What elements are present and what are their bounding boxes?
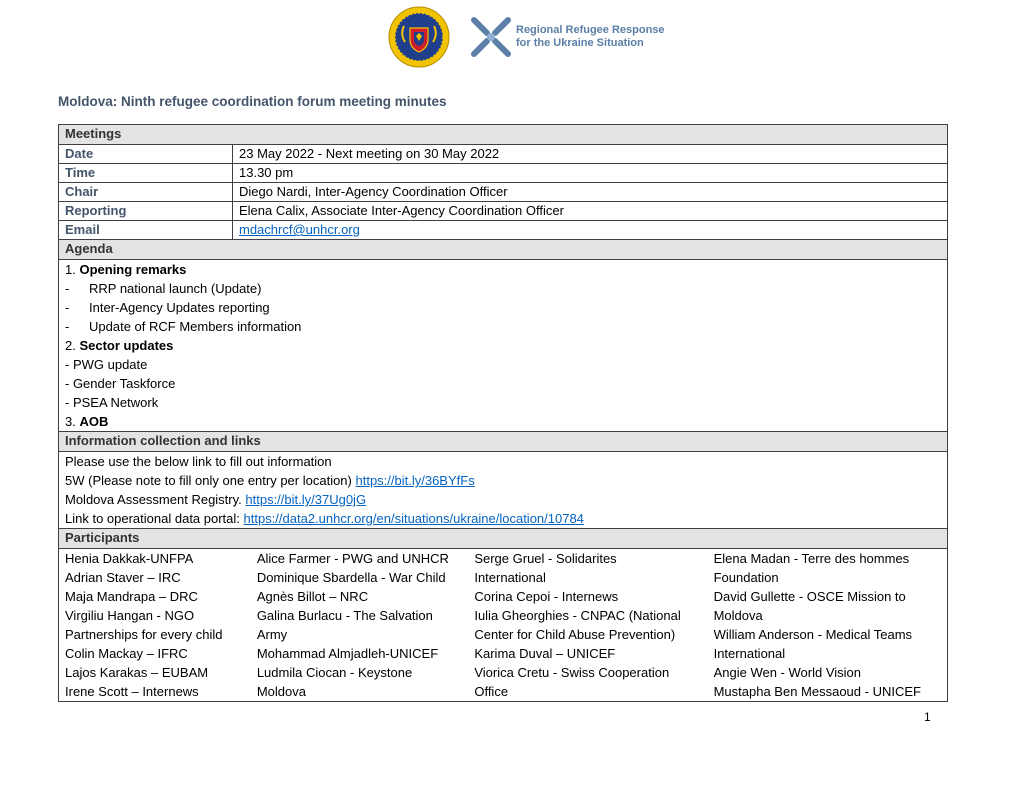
participants-cell — [59, 549, 948, 702]
meeting-row-chair — [59, 183, 948, 202]
meeting-value: 23 May 2022 - Next meeting on 30 May 2022 — [233, 145, 948, 164]
participant-line: Moldova — [713, 608, 763, 623]
5w-link[interactable]: https://bit.ly/36BYfFs — [355, 473, 475, 488]
rrr-logo-text — [516, 24, 665, 50]
meetings-header-row — [59, 125, 948, 145]
meeting-label: Date — [59, 145, 233, 164]
agenda-row — [59, 260, 948, 432]
participants-column-2 — [257, 549, 475, 701]
rrr-logo — [470, 16, 665, 58]
info-line — [65, 509, 941, 528]
meeting-value: Elena Calix, Associate Inter-Agency Coordination Officer — [233, 202, 948, 221]
meeting-label: Reporting — [59, 202, 233, 221]
agenda-item-number: 2. — [65, 338, 76, 353]
meeting-row-date — [59, 145, 948, 164]
meeting-row-reporting — [59, 202, 948, 221]
agenda-subitem — [65, 298, 941, 317]
info-line — [65, 471, 941, 490]
agenda-item-2 — [65, 336, 941, 355]
rrr-logo-icon — [470, 16, 512, 58]
meetings-header: Meetings — [59, 125, 948, 145]
header-logos — [388, 6, 665, 68]
participant-line: International — [713, 646, 786, 661]
participant-line: Maja Mandrapa – DRC — [65, 589, 198, 604]
participants-list — [65, 549, 941, 701]
agenda-subitem — [65, 317, 941, 336]
participant-line: International — [474, 570, 546, 585]
document-title: Moldova: Ninth refugee coordination forum meeting minutes — [58, 94, 447, 109]
participant-line: Foundation — [713, 570, 779, 585]
participant-line: Partnerships for every child — [65, 627, 223, 642]
info-header: Information collection and links — [59, 432, 948, 452]
rrr-logo-line1: Regional Refugee Response — [516, 24, 665, 36]
meeting-value — [233, 221, 948, 240]
participant-line: Colin Mackay – IFRC — [65, 646, 188, 661]
agenda-subitem-text: - PSEA Network — [65, 395, 159, 410]
agenda-dash: - — [65, 319, 70, 334]
assessment-registry-link[interactable]: https://bit.ly/37Ug0jG — [245, 492, 367, 507]
participant-line: William Anderson - Medical Teams — [713, 627, 913, 642]
participant-line: Office — [474, 684, 509, 699]
agenda-dash: - — [65, 300, 70, 315]
participant-line: Viorica Cretu - Swiss Cooperation — [474, 665, 670, 680]
page-number: 1 — [924, 710, 931, 724]
meeting-value: 13.30 pm — [233, 164, 948, 183]
participants-column-4 — [714, 549, 941, 701]
participant-line: Agnès Billot – NRC — [256, 589, 369, 604]
moldova-coat-of-arms-icon — [388, 6, 450, 68]
agenda-item-3 — [65, 412, 941, 431]
agenda-subitem-text: - Gender Taskforce — [65, 376, 176, 391]
info-line: Please use the below link to fill out information — [65, 454, 332, 469]
info-line — [65, 490, 941, 509]
participants-header-row — [59, 529, 948, 549]
participant-line: Serge Gruel - Solidarites — [474, 551, 617, 566]
info-content — [59, 452, 948, 529]
agenda-item-title: Opening remarks — [79, 262, 187, 277]
participant-line: Karima Duval – UNICEF — [474, 646, 616, 661]
participants-column-1 — [65, 549, 257, 701]
meeting-label: Email — [59, 221, 233, 240]
agenda-header: Agenda — [59, 240, 948, 260]
agenda-subitem-text: Inter-Agency Updates reporting — [89, 300, 270, 315]
email-link[interactable]: mdachrcf@unhcr.org — [239, 222, 360, 237]
participant-line: Dominique Sbardella - War Child — [256, 570, 446, 585]
agenda-item-title: AOB — [79, 414, 109, 429]
participants-column-3 — [474, 549, 713, 701]
participant-line: Lajos Karakas – EUBAM — [65, 665, 209, 680]
participant-line: Mohammad Almjadleh-UNICEF — [256, 646, 439, 661]
minutes-table — [58, 124, 948, 702]
participants-row — [59, 549, 948, 702]
participants-header: Participants — [59, 529, 948, 549]
meeting-label: Time — [59, 164, 233, 183]
agenda-item-title: Sector updates — [79, 338, 174, 353]
rrr-logo-line2: for the Ukraine Situation — [516, 37, 644, 49]
participant-line: Ludmila Ciocan - Keystone — [256, 665, 413, 680]
participant-line: Army — [256, 627, 288, 642]
info-header-row — [59, 432, 948, 452]
agenda-item-number: 3. — [65, 414, 76, 429]
agenda-item-number: 1. — [65, 262, 76, 277]
agenda-subitem-text: - PWG update — [65, 357, 148, 372]
agenda-subitem-text: RRP national launch (Update) — [89, 281, 262, 296]
meeting-value: Diego Nardi, Inter-Agency Coordination Officer — [233, 183, 948, 202]
data-portal-link[interactable]: https://data2.unhcr.org/en/situations/ukraine/location/10784 — [243, 511, 584, 526]
info-line-text: 5W (Please note to fill only one entry per location) — [65, 473, 356, 488]
participant-line: Galina Burlacu - The Salvation — [256, 608, 433, 623]
participant-line: Angie Wen - World Vision — [713, 665, 861, 680]
participant-line: Corina Cepoi - Internews — [474, 589, 619, 604]
agenda-dash: - — [65, 281, 70, 296]
meeting-row-email — [59, 221, 948, 240]
agenda-header-row — [59, 240, 948, 260]
meeting-label: Chair — [59, 183, 233, 202]
participant-line: Moldova — [256, 684, 306, 699]
participant-line: Virgiliu Hangan - NGO — [65, 608, 195, 623]
info-line-text: Link to operational data portal: — [65, 511, 244, 526]
participant-line: Iulia Gheorghies - CNPAC (National — [474, 608, 681, 623]
agenda-item-1 — [65, 260, 941, 279]
info-line-text: Moldova Assessment Registry. — [65, 492, 246, 507]
participant-line: Adrian Staver – IRC — [65, 570, 181, 585]
participant-line: Mustapha Ben Messaoud - UNICEF — [713, 684, 921, 699]
participant-line: Elena Madan - Terre des hommes — [713, 551, 910, 566]
participant-line: Center for Child Abuse Prevention) — [474, 627, 676, 642]
participant-line: David Gullette - OSCE Mission to — [713, 589, 906, 604]
participant-line: Irene Scott – Internews — [65, 684, 199, 699]
info-row — [59, 452, 948, 529]
agenda-content — [59, 260, 948, 432]
participant-line: Alice Farmer - PWG and UNHCR — [256, 551, 449, 566]
participant-line: Henia Dakkak-UNFPA — [65, 551, 194, 566]
agenda-subitem — [65, 279, 941, 298]
meeting-row-time — [59, 164, 948, 183]
agenda-subitem-text: Update of RCF Members information — [89, 319, 302, 334]
